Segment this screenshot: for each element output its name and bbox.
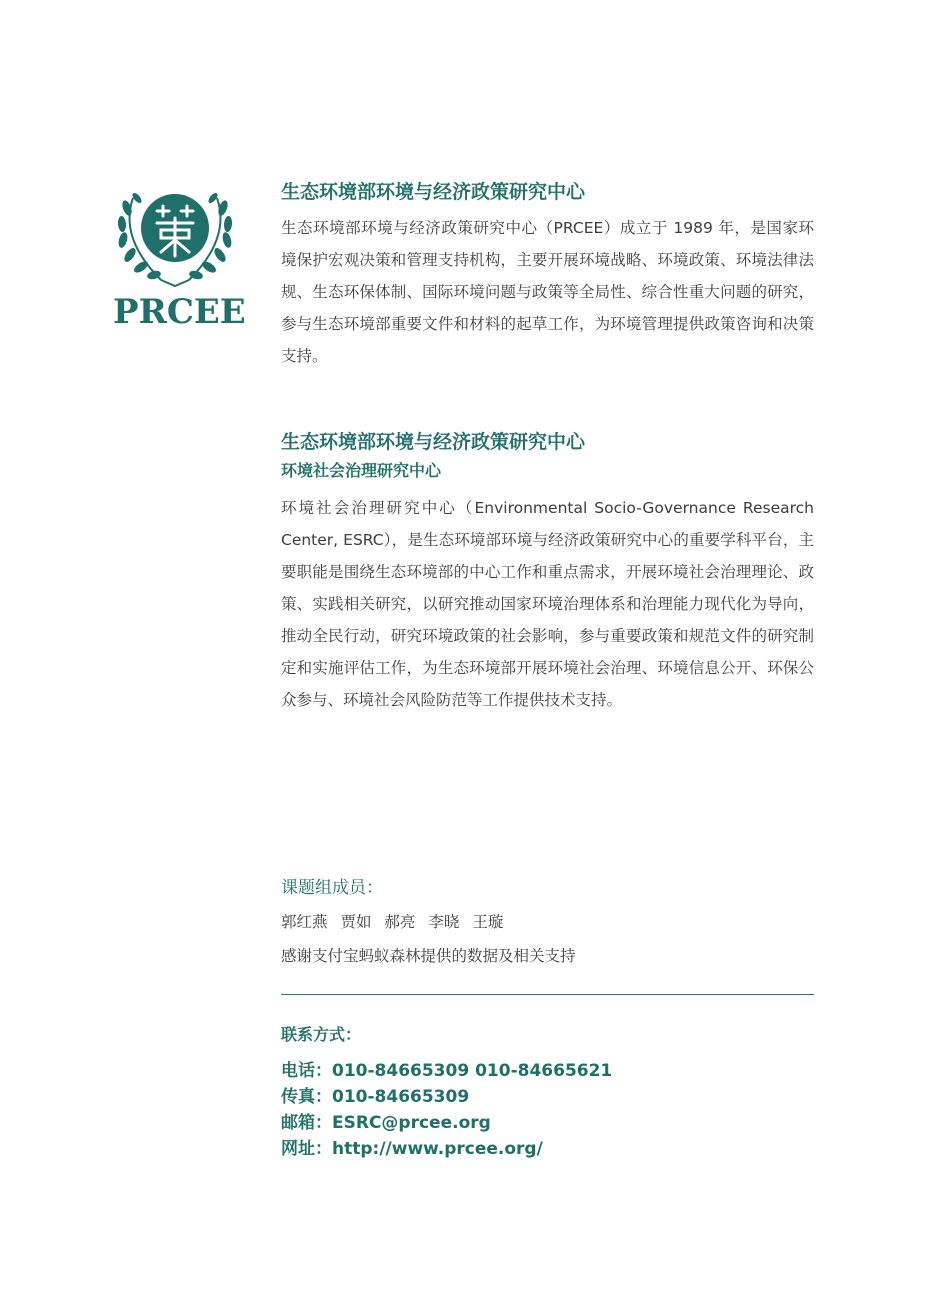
section2-body: 环境社会治理研究中心（Environmental Socio-Governance Research Center, ESRC），是生态环境部环境与经济政策研究中心的重要学科平台，主要职能是围绕生态环境部的中心工作和重点需求，开展环境社会治理理论、政策、实践相关研究，以研究推动国家环境治理体系和治理能力现代化为导向，推动全民行动，研究环境政策的社会影响，参与重要政策和规范文件的研究制定和实施评估工作，为生态环境部开展环境社会治理、环境信息公开、环保公众参与、环境社会风险防范等工作提供技术支持。 (281, 499, 814, 709)
member-names (281, 910, 814, 934)
members-label: 课题组成员： (281, 878, 383, 898)
section1-body: 生态环境部环境与经济政策研究中心（PRCEE）成立于 1989 年，是国家环境保护宏观决策和管理支持机构，主要开展环境战略、环境政策、环境法律法规、生态环保体制、国际环境问题与政策等全局性、综合性重大问题的研究，参与生态环境部重要文件和材料的起草工作，为环境管理提供政策咨询和决策支持。 (281, 219, 814, 365)
prcee-logo (113, 178, 246, 332)
section2-title: 生态环境部环境与经济政策研究中心 (281, 431, 586, 453)
laurel-emblem-icon (113, 178, 237, 290)
member-name: 李晓 (428, 913, 460, 931)
contact-fax: 传真：010-84665309 (281, 1087, 470, 1107)
contact-section (281, 1024, 814, 1162)
member-name: 贾如 (340, 913, 372, 931)
section1-title: 生态环境部环境与经济政策研究中心 (281, 181, 586, 203)
member-name: 郝亮 (384, 913, 416, 931)
contact-email[interactable]: 邮箱：ESRC@prcee.org (281, 1113, 491, 1133)
divider (281, 994, 814, 995)
section2-subtitle: 环境社会治理研究中心 (281, 461, 442, 480)
contact-website[interactable]: 网址：http://www.prcee.org/ (281, 1139, 543, 1159)
contact-phone: 电话：010-84665309 010-84665621 (281, 1061, 613, 1081)
logo-wordmark: PRCEE (113, 292, 246, 332)
member-name: 郭红燕 (281, 913, 328, 931)
member-name: 王璇 (472, 913, 504, 931)
esrc-section (281, 430, 814, 716)
acknowledgement: 感谢支付宝蚂蚁森林提供的数据及相关支持 (281, 947, 576, 965)
intro-section (281, 180, 814, 372)
members-section (281, 876, 814, 968)
contact-label: 联系方式： (281, 1025, 362, 1044)
